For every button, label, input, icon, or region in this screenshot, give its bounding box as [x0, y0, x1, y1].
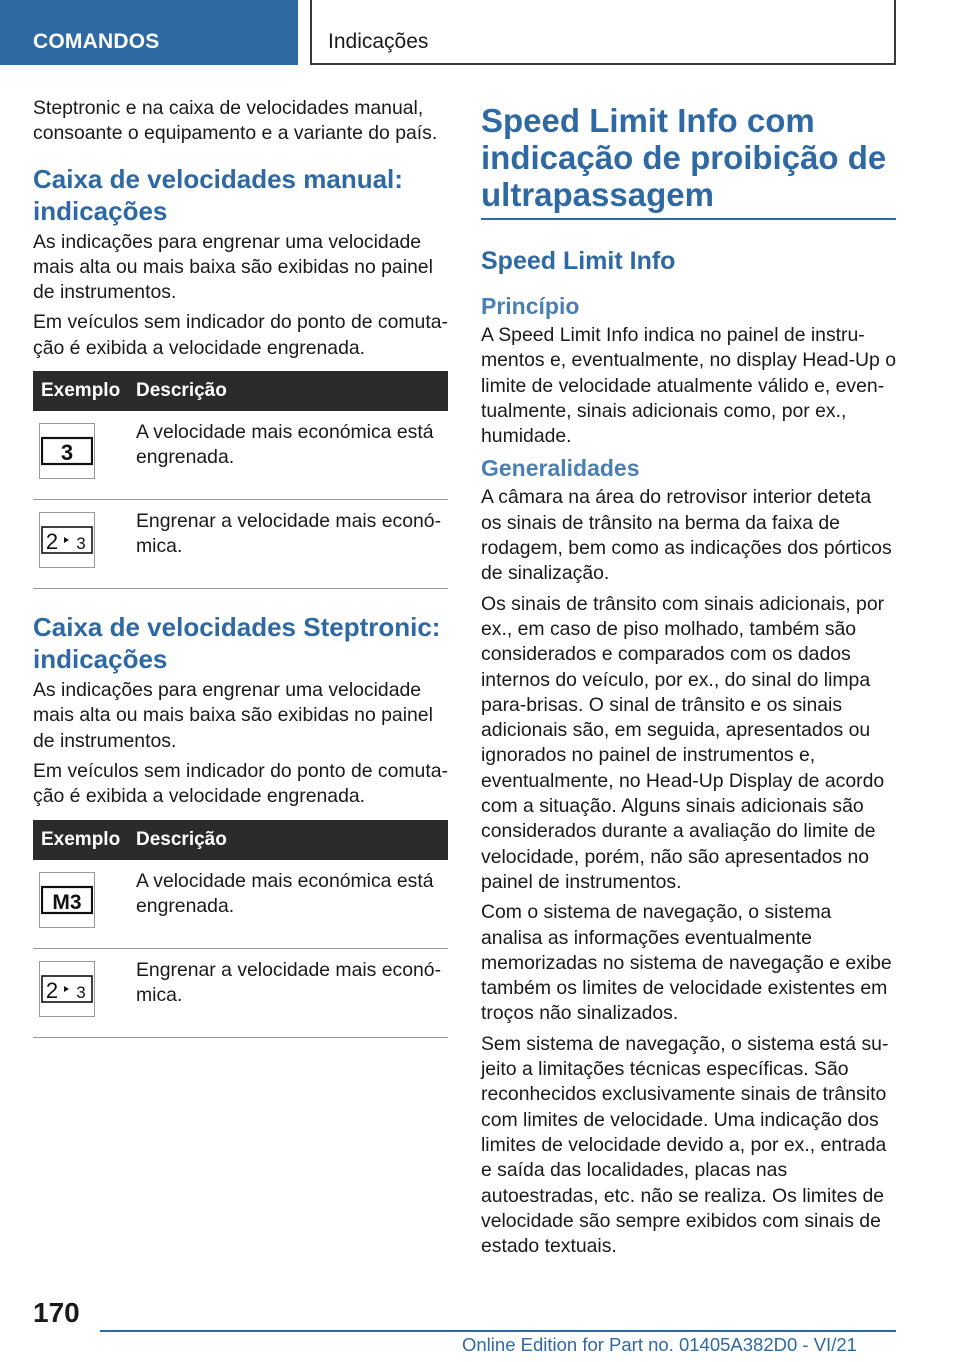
- general-paragraph-4: Sem sistema de navegação, o sistema está sujeito a limitações técnicas específicas. São reconhecidos exclusivamente sinais de trânsito com limites de velocidade. Uma indicação dos limites de velocidade devido a, por ex., entrada e saída das localidades, placas nas autoestradas, etc. não se realiza. Os limites de velocidade são sempre exibidos com sinais de estado textuais.: [481, 1032, 889, 1258]
- manual-heading: Caixa de velocidades manual: indicações: [33, 163, 403, 226]
- intro-paragraph: Steptronic e na caixa de velocidades manual, consoante o equipamento e a variante do país.: [33, 97, 438, 145]
- table-header-example: Exemplo: [33, 371, 132, 411]
- page-title: Speed Limit Info com indicação de proibição de ultrapassagem: [481, 102, 887, 213]
- title-block: [481, 102, 896, 220]
- svg-text:M3: M3: [52, 890, 82, 914]
- table-row: [33, 500, 448, 589]
- steptronic-paragraph-2: Em veículos sem indicador do ponto de comutação é exibida a velocidade engrenada.: [33, 759, 448, 808]
- manual-paragraph-1: As indicações para engrenar uma velocidade mais alta ou mais baixa são exibidas no painel de instrumentos.: [33, 230, 433, 304]
- page-number: 170: [33, 1297, 80, 1328]
- general-paragraph-2: Os sinais de trânsito com sinais adicionais, por ex., em caso de piso molhado, também são considerados e comparados com os dados internos do veículo, por ex., do sinal do limpa para-brisas. O sinal de trânsito e os sinais adicionais são, em seguida, apresentados ou ignorados no painel de instrumentos e, eventualmente, no Head-Up Display de acordo com a situação. Alguns sinais adicionais são considerados durante a avaliação do limite de velocidade, porém, não são apresentados no painel de instrumentos.: [481, 592, 885, 893]
- table-row: [33, 411, 448, 500]
- manual-indications-table: [33, 371, 448, 589]
- principle-paragraph: A Speed Limit Info indica no painel de instrumentos e, eventualmente, no display Head-Up o limite de velocidade atualmente válido e, eventualmente, sinais adicionais como, por ex., humidade.: [481, 324, 896, 448]
- left-column: [33, 96, 448, 1038]
- general-paragraph-3: Com o sistema de navegação, o sistema analisa as informações eventualmente memorizadas no sistema de navegação e exibe também os limites de velocidade existentes em troços não sinalizados.: [481, 901, 892, 1025]
- table-header-description: Descrição: [132, 820, 448, 860]
- table-header-description: Descrição: [132, 371, 448, 411]
- steptronic-heading: Caixa de velocidades Steptronic: indicações: [33, 612, 441, 675]
- general-heading: Generalidades: [481, 455, 640, 482]
- svg-text:3: 3: [60, 440, 74, 466]
- gear-3-display-icon: [39, 423, 95, 479]
- row-description: Engrenar a velocidade mais económica.: [132, 500, 448, 589]
- section-tab: COMANDOS: [0, 0, 298, 65]
- shift-2-to-3-icon: [39, 512, 95, 568]
- footer-divider: [100, 1330, 896, 1332]
- row-description: A velocidade mais económica está engrenada.: [132, 411, 448, 500]
- table-header-example: Exemplo: [33, 820, 132, 860]
- edition-note: Online Edition for Part no. 01405A382D0 - VI/21: [462, 1334, 857, 1355]
- general-paragraph-1: A câmara na área do retrovisor interior deteta os sinais de trânsito na berma da faixa de rodagem, bem como as indicações dos pórticos de sinalização.: [481, 486, 892, 585]
- steptronic-indications-table: [33, 820, 448, 1038]
- steptronic-paragraph-1: As indicações para engrenar uma velocidade mais alta ou mais baixa são exibidas no painel de instrumentos.: [33, 679, 433, 752]
- shift-2-to-3-icon: [39, 961, 95, 1017]
- row-description: Engrenar a velocidade mais económica.: [132, 948, 448, 1037]
- table-row: [33, 860, 448, 949]
- topic-title: Indicações: [310, 0, 896, 65]
- manual-paragraph-2: Em veículos sem indicador do ponto de comutação é exibida a velocidade engrenada.: [33, 311, 448, 359]
- gear-m3-display-icon: [39, 872, 95, 928]
- subtitle: Speed Limit Info: [481, 247, 676, 275]
- right-column: [481, 102, 896, 1264]
- principle-heading: Princípio: [481, 293, 580, 319]
- svg-text:3: 3: [76, 982, 86, 1002]
- svg-text:3: 3: [76, 534, 86, 554]
- svg-text:2: 2: [45, 977, 59, 1003]
- svg-text:2: 2: [45, 529, 59, 555]
- row-description: A velocidade mais económica está engrenada.: [132, 860, 448, 949]
- table-row: [33, 948, 448, 1037]
